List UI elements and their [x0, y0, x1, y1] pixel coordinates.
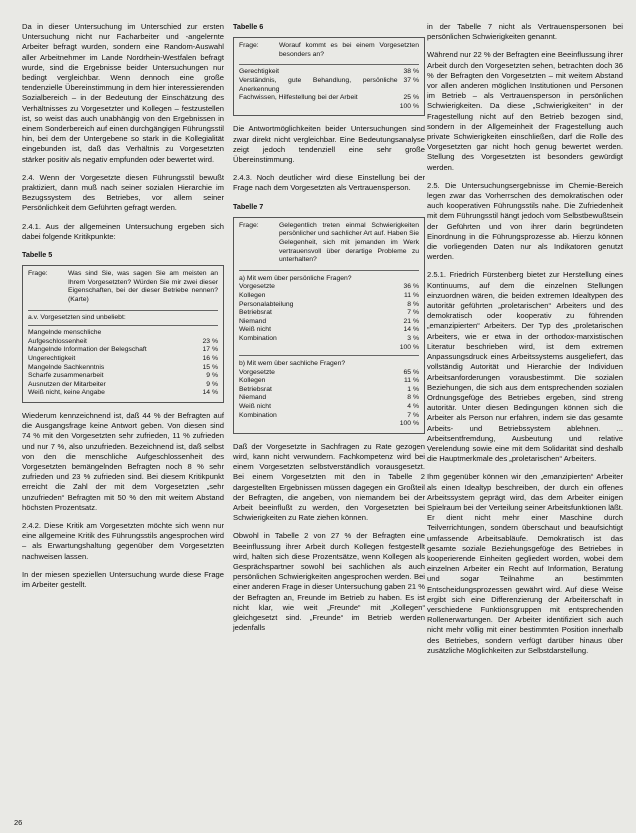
- table6-question: [239, 42, 419, 59]
- row-label: Weiß nicht: [239, 326, 271, 334]
- table-divider: [239, 64, 419, 65]
- row-label: Mangelnde Sachkenntnis: [28, 363, 105, 371]
- row-label: Kombination: [239, 411, 277, 419]
- row-value: 38 %: [403, 68, 419, 76]
- row-value: 9 %: [206, 372, 218, 380]
- row-value: 8 %: [407, 394, 419, 402]
- paragraph: Während nur 22 % der Befragten eine Beeinflussung ihrer Arbeit durch den Vorgesetzten sehen, betrachten doch 36 % der Befragten den Vorgesetzten – mit weitem Abstand vor allen anderen möglichen Institutionen und Personen im Betrieb – als Vertrauensperson in persönlichen Schwierigkeiten. Da diese „Schwierigkeiten“ in der Fragestellung nicht auf den Betrieb bezogen sind, sondern in der Allgemeinheit der Fragestellung auch private Schwierigkeiten einschließen, darf die Rolle des Vorgesetzten gar nicht hoch genug bewertet werden. Stellung des Vorgesetzten ist besonders gewürdigt werden.: [427, 50, 623, 172]
- table-row: [239, 68, 419, 77]
- table-row: [239, 326, 419, 335]
- table-row: [239, 394, 419, 403]
- question-label: Frage:: [239, 221, 259, 229]
- row-label: Scharfe zusammenarbeit: [28, 372, 104, 380]
- table-row: [239, 318, 419, 327]
- column-middle: [233, 22, 425, 642]
- table6: [233, 37, 425, 116]
- table5-question: [28, 270, 218, 304]
- row-label: Mangelnde Information der Belegschaft: [28, 346, 147, 354]
- table-row: [239, 292, 419, 301]
- row-label: Ungerechtigkeit: [28, 355, 76, 363]
- question-text: Worauf kommt es bei einem Vorgesetzten besonders an?: [279, 42, 419, 58]
- table-total: 100 %: [399, 102, 419, 110]
- row-value: 11 %: [404, 291, 419, 299]
- row-label: Weiß nicht: [239, 403, 271, 411]
- row-value: 14 %: [202, 389, 218, 397]
- paragraph: 2.4.3. Noch deutlicher wird diese Einstellung bei der Frage nach dem Vorgesetzten als Vertrauensperson.: [233, 173, 425, 193]
- table-row: [239, 403, 419, 412]
- row-value: 36 %: [403, 283, 419, 291]
- table-total-row: [239, 103, 419, 112]
- table-row: [239, 369, 419, 378]
- table-row: [239, 94, 419, 103]
- table-total: 100 %: [399, 420, 419, 428]
- table-row: [28, 364, 218, 373]
- row-label: Niemand: [239, 317, 267, 325]
- table-total-row: [239, 420, 419, 429]
- row-label: Kombination: [239, 334, 277, 342]
- table7-section-b-title: b) Mit wem über sachliche Fragen?: [239, 360, 346, 368]
- question-label: Frage:: [28, 270, 48, 278]
- row-value: 37 %: [403, 76, 419, 84]
- row-label: Weiß nicht, keine Angabe: [28, 389, 105, 397]
- question-text: Gelegentlich treten einmal Schwierigkeiten persönlicher und sachlicher Art auf. Haben Sie Gelegenheit, sich mit jemanden im Werk vertrauensvoll über derartige Probleme zu unterhalten?: [279, 221, 419, 264]
- paragraph: 2.5. Die Untersuchungsergebnisse im Chemie-Bereich legen zwar das Vorherrschen des demokratischen oder auch kooperativen Führungsstils nahe. Die Zufriedenheit mit dem Führungsstil hängt jedoch vom Selbstbewußtsein der Geführten und von ihrer darin begründeten Einordnung in die Führungsprozesse ab. Hierzu können die vorliegenden Daten nur als Indikatoren genutzt werden.: [427, 180, 623, 262]
- paragraph: in der Tabelle 7 nicht als Vertrauenspersonen bei persönlichen Schwierigkeiten genannt.: [427, 22, 623, 42]
- row-label: Ausnutzen der Mitarbeiter: [28, 380, 106, 388]
- row-value: 25 %: [403, 94, 419, 102]
- paragraph: 2.4.1. Aus der allgemeinen Untersuchung ergeben sich dabei folgende Kritikpunkte:: [22, 221, 224, 241]
- row-value: 23 %: [202, 337, 218, 345]
- question-label: Frage:: [239, 42, 259, 50]
- table-total-row: [239, 344, 419, 353]
- row-value: 16 %: [202, 355, 218, 363]
- page-number: 26: [14, 818, 23, 827]
- row-label: Kollegen: [239, 291, 266, 299]
- row-value: 8 %: [407, 300, 419, 308]
- row-value: 11 %: [404, 377, 419, 385]
- row-label: Vorgesetzte: [239, 283, 275, 291]
- column-left: [22, 22, 224, 598]
- paragraph: 2.5.1. Friedrich Fürstenberg bietet zur Herstellung eines Kontinuums, auf dem die einzelnen Stellungen einzuordnen wären, die beiden extremen Idealtypen des autoritär geführten „proletarischen“ Arbeiters und des demokratisch oder kooperativ zu führenden „emanzipierten“ Arbeiters. Der Typ des „proletarischen Arbeiters, wie er etwa in der orthodox-marxistischen Literatur beschrieben wird, ist dem extremen Anpassungsdruck eines Arbeitssystems ausgeliefert, das vollständig Autorität und Hierarchie der Individuen Arbeitsanforderungen vorausbestimmt. Die sozialen Beziehungen, die sich aus dem entsprechenden sozialen Ordnungsgefüge des Betriebes ergeben, sind streng autoritär. Unter diesen Bedingungen können sich die Arbeiter als Person nur erfahren, indem sie das gesamte Arbeits- und Betriebssystem ablehnen. ... Arbeitsentfremdung, Ausbeutung und relative Verelendung sowie eine mit dem Solidarität sind deshalb die Hauptmerkmale des „proletarischen“ Arbeiters.: [427, 270, 623, 464]
- table-divider: [28, 325, 218, 326]
- row-label: Niemand: [239, 394, 267, 402]
- row-value: 21 %: [403, 317, 419, 325]
- row-value: 7 %: [407, 309, 419, 317]
- column-right: [427, 22, 623, 664]
- row-value: 7 %: [407, 411, 419, 419]
- table-row: [239, 386, 419, 395]
- table7-caption: Tabelle 7: [233, 201, 264, 211]
- row-value: 14 %: [403, 326, 419, 334]
- row-label: Aufgeschlossenheit: [28, 337, 87, 345]
- paragraph: Wiederum kennzeichnend ist, daß 44 % der Befragten auf die Ausgangsfrage keine Antwort geben. Von diesen sind 74 % mit den Vorgesetzten sehr zufrieden, 11 % zufrieden und nur 7 %, also unzufrieden. Bezeichnend ist, daß selbst von den die menschliche Aufgeschlossenheit des Vorgesetzten bemängelnden Befragten noch 8 % sehr zufrieden und 23 % zufrieden sind. Bei diesem Kritikpunkt erreicht die Zahl der mit dem Vorgesetzten „sehr unzufrieden“ Befragten mit 50 % den mit weitem Abstand höchsten Prozentsatz.: [22, 410, 224, 512]
- row-label: Kollegen: [239, 377, 266, 385]
- question-text: Was sind Sie, was sagen Sie am meisten an Ihrem Vorgesetzten? Würden Sie mir zwei dieser Eigenschaften, bei der dieser Betriebe nennen? (Karte): [68, 270, 218, 304]
- table-row: [239, 377, 419, 386]
- table-row: [239, 335, 419, 344]
- table7: [233, 217, 425, 434]
- paragraph: Da in dieser Untersuchung im Unterschied zur ersten Untersuchung nicht nur Facharbeiter und -angelernte Arbeiter befragt wurden, sondern eine Random-Auswahl aller Arbeitnehmer im Lande Nordrhein-Westfalen befragt wurde, sind die Ergebnisse beider Untersuchungen nur bedingt vergleichbar. Wenn dennoch eine große tendenzielle Übereinstimmung in dem hier interessierenden Sozialbereich – in der Bedeutung der Einschätzung des Verhältnisses zu Vorgesetzter und Kollegen – festzustellen ist, so weist das auch unabhängig von den Ergebnissen in einem Sonderbereich auf einen durchgängigen Führungsstil hin, bei dem der Untergebene so stark in die Kollegialität eingebunden ist, daß das Verhältnis zu Vorgesetzten stärker positiv als negativ empfunden oder bewertet wird.: [22, 22, 224, 164]
- table-row: [28, 372, 218, 381]
- table5: [22, 265, 224, 403]
- row-value: 15 %: [202, 363, 218, 371]
- table-row: [28, 389, 218, 398]
- table-divider: [239, 270, 419, 271]
- table-divider: [28, 310, 218, 311]
- table7-section-a-title: a) Mit wem über persönliche Fragen?: [239, 274, 352, 282]
- table5-caption: Tabelle 5: [22, 250, 53, 260]
- row-label: Mangelnde menschliche: [28, 329, 102, 337]
- table-row: [239, 77, 419, 94]
- row-label: Verständnis, gute Behandlung, persönliche Anerkennung: [239, 76, 398, 93]
- table-row: [28, 381, 218, 390]
- paragraph: Ihm gegenüber können wir den „emanzipierten“ Arbeiter als einen Idealtyp beschreiben, der durch ein offenes Arbeitssystem geprägt wird, das dem Arbeiter einigen Spielraum bei der Verteilung seiner Arbeitsfunktionen läßt. Er dient nicht mehr einer Maschine durch Teilverrichtungen, sondern überschaut und beaufsichtigt umfassende Arbeitsabläufe. Demokratisch ist das gesamte soziale Beziehungsgefüge des Betriebes in kooperierende Einheiten gegliedert worden, wobei dem einzelnen Arbeiter ein Recht auf Information, Beratung und sogar Teilnahme an bestimmten Entscheidungsprozessen gewährt wird. Auf diese Weise ergibt sich eine Differenzierung der Arbeiterschaft in verschiedene Funktionsgruppen mit entsprechenden Rollenerwartungen. Der Arbeiter identifiziert sich auch nicht mehr völlig mit einer bestimmten Position innerhalb des Betriebes, sondern verfügt darüber hinaus über zusätzliche Möglichkeiten zur Selbstdarstellung.: [427, 472, 623, 655]
- row-label: Gerechtigkeit: [239, 68, 280, 76]
- row-value: 3 %: [407, 334, 419, 342]
- row-label: Fachwissen, Hilfestellung bei der Arbeit: [239, 94, 358, 102]
- paragraph: Obwohl in Tabelle 2 von 27 % der Befragten eine Beeinflussung ihrer Arbeit durch Kollegen festgestellt wird, halten sich diese Prozentsätze, wenn Kollegen als Gesprächspartner sowohl bei sachlichen als auch persönlichen Schwierigkeiten angesprochen werden. Bei einer anderen Frage in dieser Untersuchung gaben 21 % der Befragten an, Freunde im Betrieb zu haben. Es ist nicht klar, wie weit „Freunde“ mit „Kollegen“ gleichgesetzt sind. „Freunde“ im Betrieb werden jedenfalls: [233, 531, 425, 633]
- row-value: 4 %: [407, 403, 419, 411]
- paragraph: 2.4. Wenn der Vorgesetzte diesen Führungsstil bewußt praktiziert, dann muß nach seiner sozialen Hierarchie im Bezugssystem des Betriebes, vor allem seiner Persönlichkeit dem Geführten gefragt werden.: [22, 172, 224, 213]
- table7-question: [239, 222, 419, 265]
- row-value: 17 %: [202, 346, 218, 354]
- table-row: [28, 355, 218, 364]
- table-row: [28, 346, 218, 355]
- row-value: 1 %: [407, 385, 419, 393]
- table-row: [239, 301, 419, 310]
- paragraph: In der miesen speziellen Untersuchung wurde diese Frage im Arbeiter gestellt.: [22, 569, 224, 590]
- row-label: Vorgesetzte: [239, 368, 275, 376]
- table-row: [239, 412, 419, 421]
- row-value: 9 %: [206, 380, 218, 388]
- table-row: [239, 283, 419, 292]
- table-row: [28, 329, 218, 338]
- row-label: Personalabteilung: [239, 300, 294, 308]
- paragraph: Daß der Vorgesetzte in Sachfragen zu Rate gezogen wird, kann nicht verwundern. Fachkompetenz wird bei einem Vorgesetzten selbstverständlich vorausgesetzt. Bei einem Vorgesetzten mit den in Tabelle 2 dargestellten Ergebnissen müssen dagegen ein Großteil der Befragten, die angeben, von niemandem bei der Arbeit beeinflußt zu werden, den Vorgesetzten bei Schwierigkeiten zu Rate ziehen können.: [233, 441, 425, 523]
- table-total: 100 %: [399, 343, 419, 351]
- table-row: [28, 338, 218, 347]
- row-value: 65 %: [403, 368, 419, 376]
- row-label: Betriebsrat: [239, 309, 272, 317]
- table-divider: [239, 355, 419, 356]
- paragraph: 2.4.2. Diese Kritik am Vorgesetzten möchte sich wenn nur eine allgemeine Kritik des Führungsstils angesprochen wird – als Erwartungshaltung gegenüber dem Vorgesetzten nachweisen lassen.: [22, 521, 224, 561]
- table6-caption: Tabelle 6: [233, 22, 264, 31]
- table-row: [239, 309, 419, 318]
- table5-group-title: a.v. Vorgesetzten sind unbeliebt:: [28, 313, 126, 321]
- row-label: Betriebsrat: [239, 385, 272, 393]
- paragraph: Die Antwortmöglichkeiten beider Untersuchungen sind zwar direkt nicht vergleichbar. Eine Bedeutungsanalyse zeigt jedoch tendenziell eine sehr große Übereinstimmung.: [233, 124, 425, 164]
